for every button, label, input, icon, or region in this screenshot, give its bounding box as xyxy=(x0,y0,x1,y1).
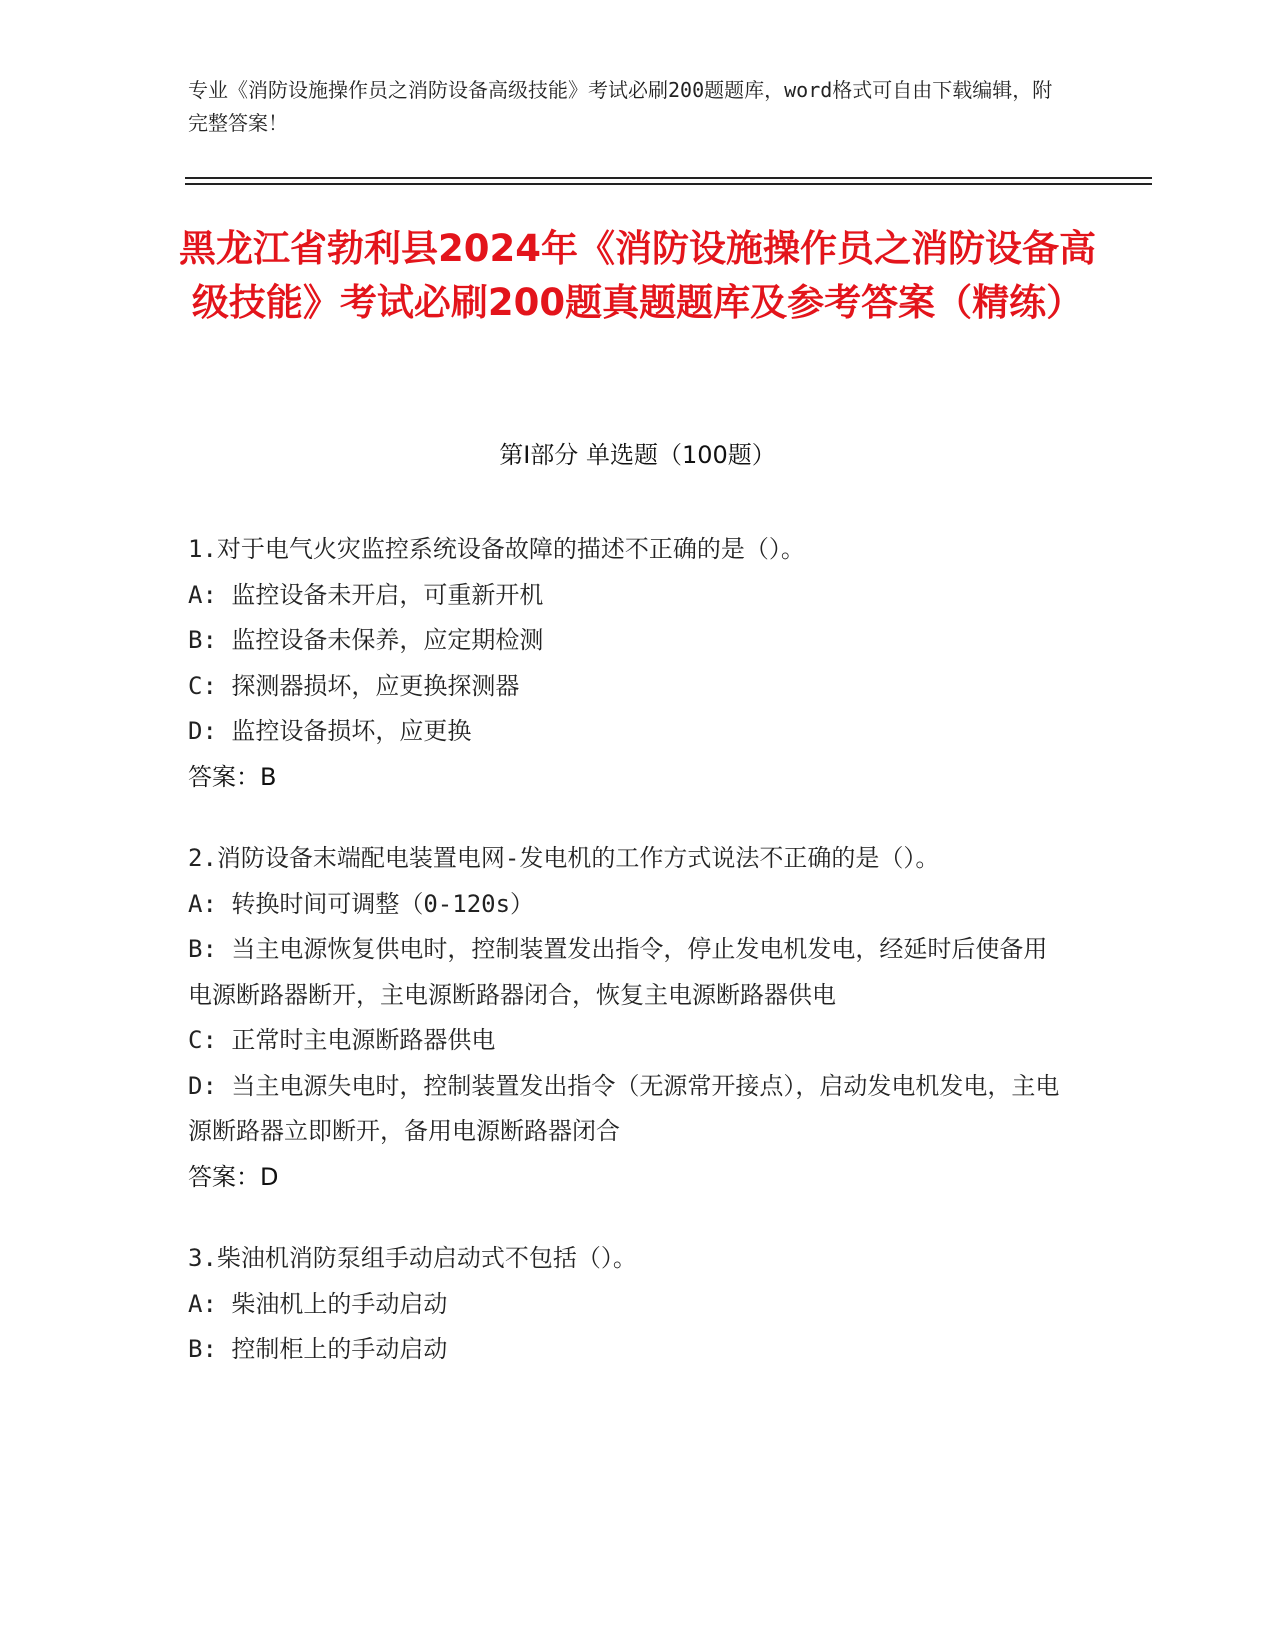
option-a: A: 转换时间可调整（0-120s） xyxy=(188,889,535,918)
option-b: B: 监控设备未保养，应定期检测 xyxy=(188,626,544,654)
option-a: A: 监控设备未开启，可重新开机 xyxy=(188,580,544,609)
header-divider-bottom xyxy=(185,183,1152,185)
option-d: D: 当主电源失电时，控制装置发出指令（无源常开接点），启动发电机发电，主电源断路器立即断开，备用电源断路器闭合 xyxy=(188,1071,1060,1145)
option-d: D: 监控设备损坏，应更换 xyxy=(188,717,472,745)
header-note: 专业《消防设施操作员之消防设备高级技能》考试必刷200题题库，word格式可自由下载编辑，附完整答案！ xyxy=(188,78,1053,135)
answer-line: 答案：B xyxy=(188,762,277,791)
question-stem: 3.柴油机消防泵组手动启动式不包括（）。 xyxy=(188,1244,637,1272)
option-b: B: 当主电源恢复供电时，控制装置发出指令，停止发电机发电，经延时后使备用电源断路器断开，主电源断路器闭合，恢复主电源断路器供电 xyxy=(188,935,1048,1009)
answer-line: 答案：D xyxy=(188,1162,279,1191)
document-title: 黑龙江省勃利县2024年《消防设施操作员之消防设备高级技能》考试必刷200题真题题库及参考答案（精练） xyxy=(179,227,1096,324)
question-stem: 2.消防设备末端配电装置电网-发电机的工作方式说法不正确的是（）。 xyxy=(188,844,940,872)
section-heading: 第Ⅰ部分 单选题（100题） xyxy=(499,441,776,469)
question-1 xyxy=(188,527,1068,800)
question-list xyxy=(188,527,1068,1409)
option-c: C: 探测器损坏，应更换探测器 xyxy=(188,671,520,700)
question-2 xyxy=(188,836,1068,1200)
option-b: B: 控制柜上的手动启动 xyxy=(188,1335,448,1363)
option-c: C: 正常时主电源断路器供电 xyxy=(188,1026,496,1054)
question-3 xyxy=(188,1236,1068,1373)
question-stem: 1.对于电气火灾监控系统设备故障的描述不正确的是（）。 xyxy=(188,535,805,563)
header-divider-top xyxy=(185,177,1152,179)
option-a: A: 柴油机上的手动启动 xyxy=(188,1289,448,1318)
